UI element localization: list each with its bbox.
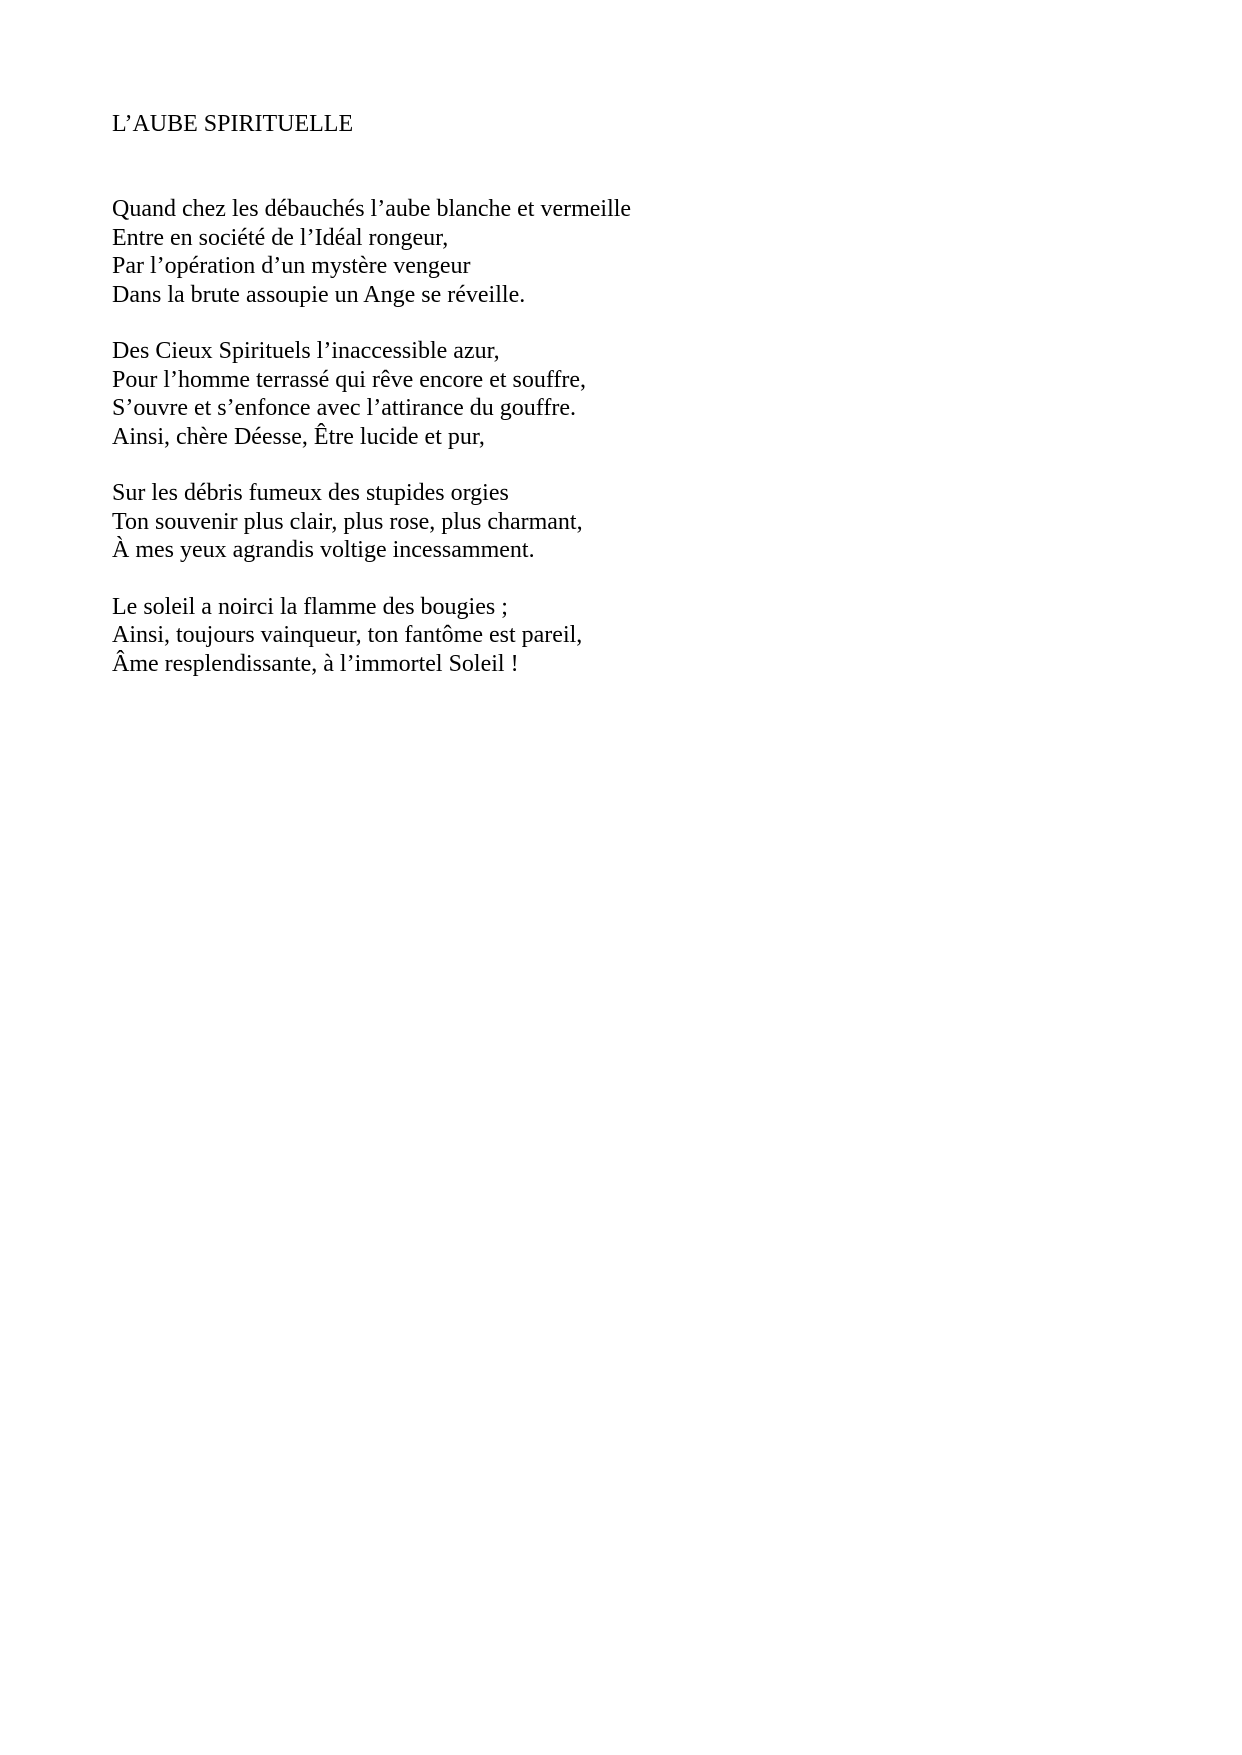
stanza-1: [112, 195, 1112, 309]
verse-line: Ainsi, toujours vainqueur, ton fantôme est pareil,: [112, 622, 583, 648]
stanza-4: [112, 593, 1112, 679]
poem-title: L’AUBE SPIRITUELLE: [112, 111, 354, 137]
verse-line: Sur les débris fumeux des stupides orgies: [112, 480, 509, 506]
verse-line: À mes yeux agrandis voltige incessamment.: [112, 537, 535, 563]
verse-line: S’ouvre et s’enfonce avec l’attirance du gouffre.: [112, 395, 577, 421]
verse-line: Entre en société de l’Idéal rongeur,: [112, 224, 449, 251]
verse-line: Ainsi, chère Déesse, Être lucide et pur,: [112, 423, 485, 450]
verse-line: Par l’opération d’un mystère vengeur: [112, 253, 471, 279]
stanza-2: [112, 337, 1112, 451]
verse-line: Ton souvenir plus clair, plus rose, plus charmant,: [112, 508, 583, 535]
poem-body: [112, 195, 1112, 706]
verse-line: Âme resplendissante, à l’immortel Soleil !: [112, 650, 519, 677]
verse-line: Dans la brute assoupie un Ange se réveille.: [112, 281, 526, 308]
stanza-3: [112, 479, 1112, 565]
verse-line: Des Cieux Spirituels l’inaccessible azur,: [112, 338, 500, 364]
verse-line: Pour l’homme terrassé qui rêve encore et souffre,: [112, 366, 587, 393]
verse-line: Le soleil a noirci la flamme des bougies ;: [112, 593, 508, 620]
verse-line: Quand chez les débauchés l’aube blanche et vermeille: [112, 196, 632, 222]
